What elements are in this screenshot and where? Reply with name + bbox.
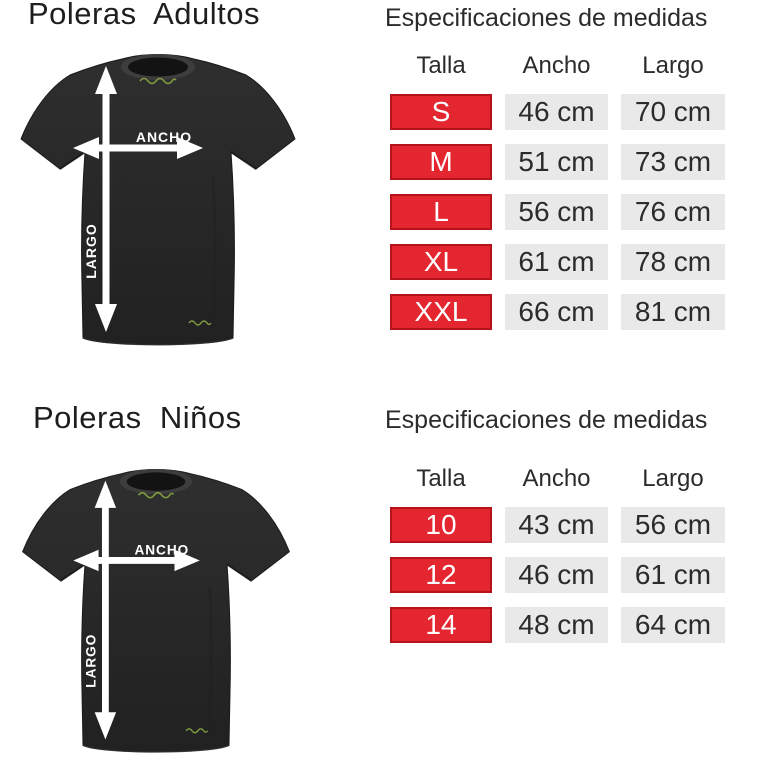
adult-length-arrow-label: LARGO	[83, 223, 99, 279]
adult-ancho-cell-s: 46 cm	[505, 94, 608, 130]
adult-spec-title: Especificaciones de medidas	[385, 4, 708, 32]
kids-col-header-largo: Largo	[642, 465, 704, 492]
adult-ancho-cell-xxl: 66 cm	[505, 294, 608, 330]
kids-largo-cell-14: 64 cm	[621, 607, 725, 643]
kids-size-cell-10: 10	[390, 507, 492, 543]
kids-largo-cell-10: 56 cm	[621, 507, 725, 543]
adult-size-cell-xxl: XXL	[390, 294, 492, 330]
adult-tshirt-illustration	[8, 45, 308, 360]
adult-largo-cell-s: 70 cm	[621, 94, 725, 130]
kids-size-cell-14: 14	[390, 607, 492, 643]
adult-size-cell-xl: XL	[390, 244, 492, 280]
adult-ancho-cell-l: 56 cm	[505, 194, 608, 230]
kids-size-table	[390, 461, 725, 643]
tshirt-silhouette	[23, 469, 290, 752]
adult-section-title: Poleras Adultos	[28, 0, 261, 31]
kids-spec-title: Especificaciones de medidas	[385, 406, 708, 434]
adult-size-cell-l: L	[390, 194, 492, 230]
adult-col-header-largo: Largo	[642, 52, 704, 79]
kids-section-title: Poleras Niños	[33, 400, 242, 435]
adult-size-cell-s: S	[390, 94, 492, 130]
kids-shirt-diagram	[10, 460, 302, 767]
kids-col-header-ancho: Ancho	[522, 465, 591, 492]
adult-size-cell-m: M	[390, 144, 492, 180]
adult-width-arrow-label: ANCHO	[135, 129, 193, 145]
adult-largo-cell-m: 73 cm	[621, 144, 725, 180]
adult-largo-cell-xl: 78 cm	[621, 244, 725, 280]
adult-shirt-diagram	[8, 45, 308, 360]
kids-tshirt-illustration	[10, 460, 302, 767]
adult-largo-cell-xxl: 81 cm	[621, 294, 725, 330]
kids-ancho-cell-14: 48 cm	[505, 607, 608, 643]
kids-col-header-talla: Talla	[416, 465, 466, 492]
adult-col-header-talla: Talla	[416, 52, 466, 79]
kids-length-arrow-label: LARGO	[83, 633, 99, 688]
adult-ancho-cell-m: 51 cm	[505, 144, 608, 180]
kids-size-cell-12: 12	[390, 557, 492, 593]
tshirt-silhouette	[21, 54, 295, 345]
kids-width-arrow-label: ANCHO	[134, 542, 190, 558]
kids-ancho-cell-10: 43 cm	[505, 507, 608, 543]
adult-col-header-ancho: Ancho	[522, 52, 591, 79]
adult-largo-cell-l: 76 cm	[621, 194, 725, 230]
kids-largo-cell-12: 61 cm	[621, 557, 725, 593]
adult-size-table	[390, 48, 725, 330]
kids-ancho-cell-12: 46 cm	[505, 557, 608, 593]
adult-ancho-cell-xl: 61 cm	[505, 244, 608, 280]
